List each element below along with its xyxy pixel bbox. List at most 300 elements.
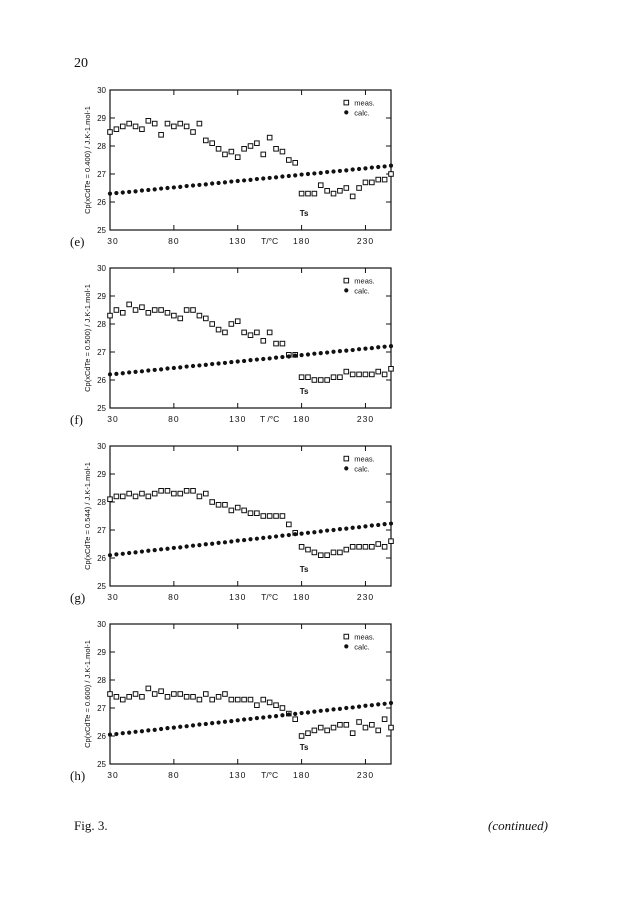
- x-tick-label: 130: [229, 770, 247, 780]
- x-axis-label: T/°C: [261, 236, 279, 246]
- meas-point: [108, 313, 113, 318]
- y-tick-label: 29: [97, 292, 106, 301]
- panel-letter: (e): [70, 234, 85, 249]
- meas-point: [165, 121, 170, 126]
- x-tick-label: 80: [168, 592, 180, 602]
- meas-point: [261, 697, 266, 702]
- y-tick-label: 30: [97, 620, 106, 629]
- ts-annotation: Ts: [299, 743, 309, 752]
- meas-point: [114, 695, 119, 700]
- x-axis-label: T/°C: [261, 592, 279, 602]
- calc-point: [178, 185, 182, 189]
- calc-point: [114, 191, 118, 195]
- meas-point: [146, 686, 151, 691]
- calc-point: [191, 723, 195, 727]
- calc-point: [306, 710, 310, 714]
- calc-point: [153, 187, 157, 191]
- y-tick-label: 26: [97, 198, 106, 207]
- meas-point: [242, 508, 247, 513]
- y-tick-label: 29: [97, 114, 106, 123]
- calc-point: [248, 178, 252, 182]
- meas-point: [382, 717, 387, 722]
- meas-point: [159, 133, 164, 138]
- x-tick-label: 180: [292, 414, 311, 424]
- meas-point: [210, 322, 215, 327]
- calc-point: [293, 354, 297, 358]
- calc-point: [140, 729, 144, 733]
- meas-point: [338, 723, 343, 728]
- meas-point: [184, 308, 189, 313]
- calc-point: [338, 527, 342, 531]
- calc-point: [331, 707, 335, 711]
- calc-point: [223, 540, 227, 544]
- legend-calc-marker: [344, 644, 348, 648]
- meas-point: [255, 703, 260, 708]
- calc-point: [242, 359, 246, 363]
- calc-point: [133, 550, 137, 554]
- legend-calc-marker: [344, 466, 348, 470]
- meas-point: [229, 697, 234, 702]
- meas-point: [223, 330, 228, 335]
- calc-point: [370, 346, 374, 350]
- calc-point: [383, 164, 387, 168]
- legend-meas-marker: [344, 100, 349, 105]
- meas-point: [280, 514, 285, 519]
- calc-point: [146, 728, 150, 732]
- calc-point: [287, 712, 291, 716]
- calc-point: [293, 173, 297, 177]
- meas-point: [338, 189, 343, 194]
- calc-point: [248, 537, 252, 541]
- calc-point: [127, 731, 131, 735]
- calc-point: [299, 711, 303, 715]
- meas-point: [318, 183, 323, 188]
- meas-point: [159, 689, 164, 694]
- calc-point: [216, 181, 220, 185]
- meas-point: [325, 728, 330, 733]
- meas-point: [210, 697, 215, 702]
- meas-point: [350, 731, 355, 736]
- meas-point: [299, 734, 304, 739]
- meas-point: [363, 725, 368, 730]
- calc-point: [312, 710, 316, 714]
- calc-point: [344, 349, 348, 353]
- calc-point: [376, 345, 380, 349]
- calc-point: [236, 359, 240, 363]
- calc-point: [159, 186, 163, 190]
- meas-point: [146, 311, 151, 316]
- meas-point: [325, 189, 330, 194]
- y-axis-label: Cp(xCdTe = 0.500) / J.K-1.mol-1: [83, 284, 92, 392]
- calc-point: [299, 172, 303, 176]
- meas-point: [235, 697, 240, 702]
- calc-point: [185, 364, 189, 368]
- y-axis-label: Cp(xCdTe = 0.400) / J.K-1.mol-1: [83, 106, 92, 214]
- legend-meas-marker: [344, 634, 349, 639]
- panel-letter: (h): [70, 768, 86, 783]
- calc-point: [299, 353, 303, 357]
- calc-point: [312, 352, 316, 356]
- meas-point: [223, 692, 228, 697]
- meas-point: [140, 305, 145, 310]
- meas-point: [229, 149, 234, 154]
- meas-point: [229, 322, 234, 327]
- meas-point: [280, 706, 285, 711]
- meas-point: [267, 135, 272, 140]
- meas-point: [140, 127, 145, 132]
- meas-point: [274, 147, 279, 152]
- meas-point: [318, 553, 323, 558]
- calc-point: [159, 727, 163, 731]
- meas-point: [184, 695, 189, 700]
- x-tick-label: 180: [292, 236, 311, 246]
- meas-point: [325, 553, 330, 558]
- meas-point: [312, 378, 317, 383]
- meas-point: [172, 124, 177, 129]
- meas-point: [318, 378, 323, 383]
- calc-point: [172, 185, 176, 189]
- meas-point: [184, 124, 189, 129]
- meas-point: [312, 728, 317, 733]
- meas-point: [165, 311, 170, 316]
- calc-point: [312, 530, 316, 534]
- meas-point: [299, 375, 304, 380]
- x-tick-label: 180: [292, 592, 311, 602]
- calc-point: [248, 717, 252, 721]
- calc-point: [140, 549, 144, 553]
- meas-point: [338, 375, 343, 380]
- meas-point: [172, 491, 177, 496]
- meas-point: [363, 545, 368, 550]
- calc-point: [389, 521, 393, 525]
- meas-point: [261, 152, 266, 157]
- y-tick-label: 30: [97, 442, 106, 451]
- x-tick-label: 80: [168, 770, 180, 780]
- calc-point: [223, 361, 227, 365]
- meas-point: [108, 130, 113, 135]
- calc-point: [344, 168, 348, 172]
- calc-point: [319, 351, 323, 355]
- meas-point: [248, 511, 253, 516]
- calc-point: [383, 345, 387, 349]
- calc-point: [185, 184, 189, 188]
- calc-point: [370, 165, 374, 169]
- calc-point: [261, 715, 265, 719]
- calc-point: [319, 171, 323, 175]
- calc-point: [191, 544, 195, 548]
- meas-point: [114, 127, 119, 132]
- calc-point: [261, 536, 265, 540]
- calc-point: [331, 169, 335, 173]
- calc-point: [133, 730, 137, 734]
- meas-point: [235, 319, 240, 324]
- meas-point: [159, 489, 164, 494]
- meas-point: [165, 489, 170, 494]
- calc-point: [210, 181, 214, 185]
- calc-point: [274, 534, 278, 538]
- meas-point: [370, 723, 375, 728]
- calc-point: [172, 366, 176, 370]
- meas-point: [389, 172, 394, 177]
- calc-point: [133, 370, 137, 374]
- calc-point: [229, 719, 233, 723]
- meas-point: [108, 497, 113, 502]
- calc-point: [114, 372, 118, 376]
- calc-point: [133, 189, 137, 193]
- y-tick-label: 28: [97, 142, 106, 151]
- calc-point: [280, 713, 284, 717]
- meas-point: [261, 514, 266, 519]
- calc-point: [114, 552, 118, 556]
- chart-svg: [0, 256, 624, 432]
- calc-point: [312, 171, 316, 175]
- legend-meas-label: meas.: [354, 454, 375, 464]
- calc-point: [255, 537, 259, 541]
- x-tick-label: 30: [107, 236, 119, 246]
- meas-point: [242, 697, 247, 702]
- meas-point: [287, 522, 292, 527]
- meas-point: [216, 327, 221, 332]
- meas-point: [255, 330, 260, 335]
- calc-point: [274, 175, 278, 179]
- meas-point: [389, 367, 394, 372]
- calc-point: [383, 702, 387, 706]
- meas-point: [235, 155, 240, 160]
- y-tick-label: 27: [97, 704, 106, 713]
- meas-point: [338, 550, 343, 555]
- meas-point: [133, 494, 138, 499]
- meas-point: [242, 330, 247, 335]
- calc-point: [121, 371, 125, 375]
- calc-point: [338, 169, 342, 173]
- meas-point: [172, 313, 177, 318]
- calc-point: [236, 539, 240, 543]
- calc-point: [178, 545, 182, 549]
- calc-point: [204, 182, 208, 186]
- calc-point: [344, 706, 348, 710]
- calc-point: [325, 528, 329, 532]
- meas-point: [114, 308, 119, 313]
- calc-point: [338, 349, 342, 353]
- y-tick-label: 25: [97, 760, 106, 769]
- meas-point: [114, 494, 119, 499]
- meas-point: [318, 725, 323, 730]
- meas-point: [223, 503, 228, 508]
- calc-point: [191, 183, 195, 187]
- calc-point: [140, 188, 144, 192]
- meas-point: [331, 725, 336, 730]
- meas-point: [216, 147, 221, 152]
- meas-point: [203, 491, 208, 496]
- x-tick-label: 230: [356, 414, 375, 424]
- meas-point: [191, 489, 196, 494]
- x-tick-label: 30: [107, 414, 119, 424]
- calc-point: [351, 705, 355, 709]
- meas-point: [274, 341, 279, 346]
- meas-point: [280, 149, 285, 154]
- x-tick-label: 80: [168, 236, 180, 246]
- calc-point: [165, 366, 169, 370]
- calc-point: [210, 721, 214, 725]
- calc-point: [268, 356, 272, 360]
- meas-point: [325, 378, 330, 383]
- meas-point: [120, 697, 125, 702]
- calc-point: [108, 372, 112, 376]
- calc-point: [108, 192, 112, 196]
- calc-point: [389, 344, 393, 348]
- y-tick-label: 26: [97, 732, 106, 741]
- calc-point: [127, 190, 131, 194]
- calc-point: [389, 701, 393, 705]
- meas-point: [344, 186, 349, 191]
- calc-point: [287, 533, 291, 537]
- meas-point: [191, 308, 196, 313]
- legend-meas-marker: [344, 456, 349, 461]
- meas-point: [152, 121, 157, 126]
- calc-point: [197, 722, 201, 726]
- y-tick-label: 25: [97, 582, 106, 591]
- calc-point: [338, 707, 342, 711]
- x-axis-label: T /°C: [260, 414, 280, 424]
- calc-point: [229, 360, 233, 364]
- legend-meas-label: meas.: [354, 632, 375, 642]
- calc-point: [325, 708, 329, 712]
- legend-meas-label: meas.: [354, 276, 375, 286]
- legend-calc-marker: [344, 110, 348, 114]
- calc-point: [331, 350, 335, 354]
- calc-point: [108, 733, 112, 737]
- x-axis-label: T/°C: [261, 770, 279, 780]
- meas-point: [376, 728, 381, 733]
- calc-point: [153, 548, 157, 552]
- calc-point: [223, 720, 227, 724]
- calc-point: [351, 526, 355, 530]
- calc-point: [306, 352, 310, 356]
- meas-point: [248, 333, 253, 338]
- meas-point: [306, 731, 311, 736]
- x-tick-label: 30: [107, 770, 119, 780]
- meas-point: [357, 720, 362, 725]
- calc-point: [376, 702, 380, 706]
- plot-frame: [110, 90, 391, 230]
- calc-point: [255, 357, 259, 361]
- calc-point: [268, 535, 272, 539]
- meas-point: [191, 130, 196, 135]
- meas-point: [376, 177, 381, 182]
- calc-point: [261, 357, 265, 361]
- meas-point: [152, 308, 157, 313]
- calc-point: [344, 527, 348, 531]
- y-tick-label: 30: [97, 264, 106, 273]
- calc-point: [255, 177, 259, 181]
- calc-point: [306, 531, 310, 535]
- panel-letter: (f): [70, 412, 83, 427]
- meas-point: [248, 697, 253, 702]
- meas-point: [197, 313, 202, 318]
- meas-point: [120, 124, 125, 129]
- figure-caption: Fig. 3.: [74, 818, 108, 833]
- calc-point: [121, 552, 125, 556]
- calc-point: [383, 522, 387, 526]
- calc-point: [146, 188, 150, 192]
- meas-point: [312, 191, 317, 196]
- calc-point: [223, 180, 227, 184]
- meas-point: [165, 695, 170, 700]
- calc-point: [216, 720, 220, 724]
- y-tick-label: 29: [97, 648, 106, 657]
- meas-point: [287, 158, 292, 163]
- meas-point: [159, 308, 164, 313]
- y-tick-label: 25: [97, 226, 106, 235]
- calc-point: [216, 541, 220, 545]
- calc-point: [248, 358, 252, 362]
- calc-point: [363, 524, 367, 528]
- calc-point: [210, 542, 214, 546]
- calc-point: [274, 356, 278, 360]
- meas-point: [133, 308, 138, 313]
- meas-point: [306, 191, 311, 196]
- calc-point: [172, 546, 176, 550]
- calc-point: [319, 529, 323, 533]
- meas-point: [146, 494, 151, 499]
- ts-annotation: Ts: [299, 209, 309, 218]
- chart-svg: [0, 78, 624, 254]
- calc-point: [121, 731, 125, 735]
- x-tick-label: 80: [168, 414, 180, 424]
- calc-point: [280, 355, 284, 359]
- calc-point: [363, 347, 367, 351]
- legend-calc-label: calc.: [354, 464, 370, 474]
- calc-point: [376, 523, 380, 527]
- x-tick-label: 230: [356, 770, 375, 780]
- calc-point: [159, 367, 163, 371]
- calc-point: [325, 350, 329, 354]
- meas-point: [363, 372, 368, 377]
- calc-point: [255, 716, 259, 720]
- meas-point: [274, 514, 279, 519]
- y-tick-label: 30: [97, 86, 106, 95]
- calc-point: [370, 523, 374, 527]
- calc-point: [172, 726, 176, 730]
- calc-point: [306, 172, 310, 176]
- calc-point: [229, 179, 233, 183]
- meas-point: [197, 697, 202, 702]
- meas-point: [120, 494, 125, 499]
- calc-point: [376, 165, 380, 169]
- calc-point: [242, 178, 246, 182]
- meas-point: [344, 369, 349, 374]
- calc-point: [159, 547, 163, 551]
- meas-point: [350, 545, 355, 550]
- meas-point: [376, 542, 381, 547]
- calc-point: [351, 348, 355, 352]
- meas-point: [350, 372, 355, 377]
- meas-point: [127, 302, 132, 307]
- calc-point: [319, 709, 323, 713]
- meas-point: [140, 491, 145, 496]
- meas-point: [178, 316, 183, 321]
- meas-point: [267, 330, 272, 335]
- meas-point: [242, 147, 247, 152]
- meas-point: [293, 161, 298, 166]
- y-axis-label: Cp(xCdTe = 0.600) / J.K-1.mol-1: [83, 640, 92, 748]
- meas-point: [203, 692, 208, 697]
- meas-point: [382, 545, 387, 550]
- meas-point: [178, 491, 183, 496]
- meas-point: [197, 121, 202, 126]
- calc-point: [140, 369, 144, 373]
- calc-point: [274, 714, 278, 718]
